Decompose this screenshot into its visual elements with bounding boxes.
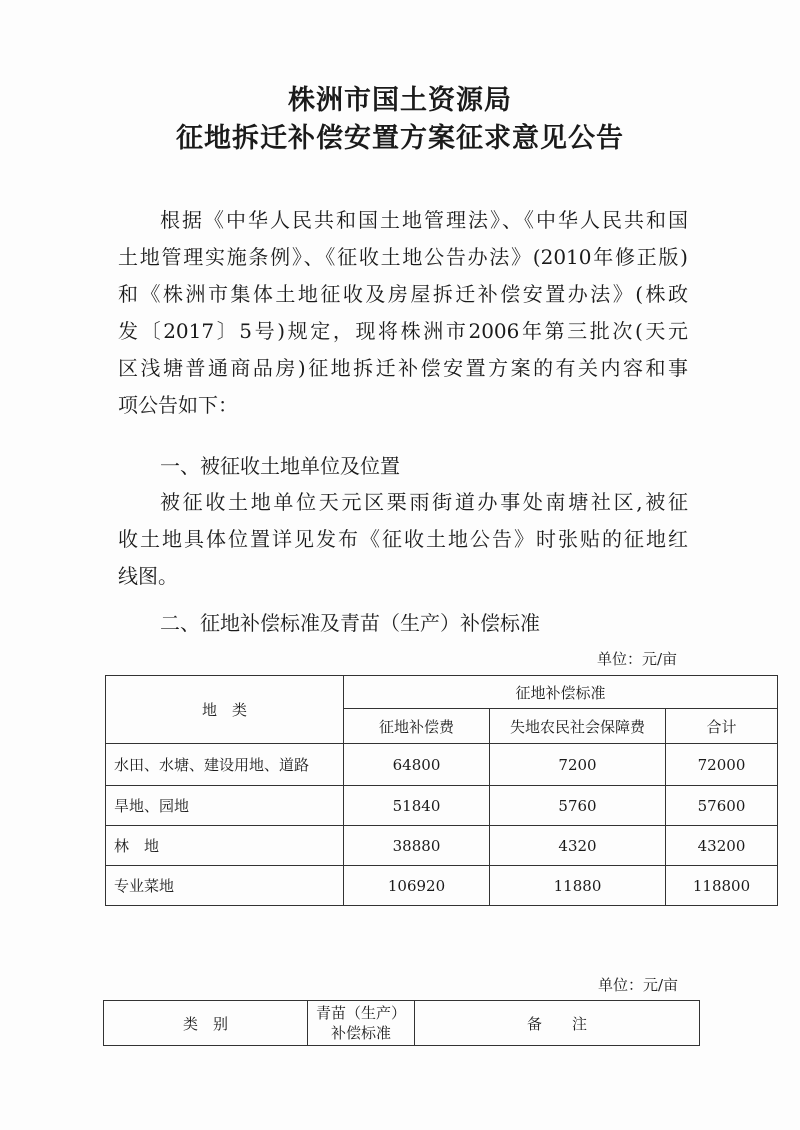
header-col: 征地补偿费	[344, 709, 490, 744]
title-line-1: 株洲市国土资源局	[288, 85, 512, 116]
table-row	[106, 744, 778, 786]
paragraph-line: 区浅塘普通商品房)征地拆迁补偿安置方案的有关内容和事	[118, 356, 688, 380]
land-type-cell: 旱地、园地	[106, 786, 344, 826]
paragraph-line: 被征收土地单位天元区栗雨街道办事处南塘社区,被征	[160, 490, 688, 514]
header-remarks: 备 注	[415, 1001, 700, 1046]
header-col: 失地农民社会保障费	[490, 709, 666, 744]
header-col: 合计	[666, 709, 778, 744]
compensation-table	[105, 675, 778, 906]
land-type-cell: 水田、水塘、建设用地、道路	[106, 744, 344, 786]
header-land-type: 地 类	[106, 676, 344, 744]
table-row	[106, 826, 778, 866]
value-cell: 57600	[666, 786, 778, 826]
header-crop-line-2: 补偿标准	[330, 1024, 391, 1042]
header-crop-standard	[308, 1001, 415, 1046]
value-cell: 51840	[344, 786, 490, 826]
section-heading-2: 二、征地补偿标准及青苗（生产）补偿标准	[160, 611, 540, 635]
value-cell: 64800	[344, 744, 490, 786]
value-cell: 43200	[666, 826, 778, 866]
value-cell: 38880	[344, 826, 490, 866]
header-group: 征地补偿标准	[344, 676, 778, 709]
value-cell: 72000	[666, 744, 778, 786]
value-cell: 4320	[490, 826, 666, 866]
table-row	[106, 866, 778, 906]
paragraph-line: 发〔2017〕5号)规定，现将株洲市2006年第三批次(天元	[118, 319, 688, 343]
table1-unit: 单位：元/亩	[597, 650, 678, 668]
paragraph-line: 土地管理实施条例》、《征收土地公告办法》(2010年修正版)	[118, 245, 688, 269]
paragraph-line: 线图。	[118, 564, 178, 588]
paragraph-line: 和《株洲市集体土地征收及房屋拆迁补偿安置办法》(株政	[118, 282, 688, 306]
land-type-cell: 林 地	[106, 826, 344, 866]
value-cell: 11880	[490, 866, 666, 906]
paragraph-line: 根据《中华人民共和国土地管理法》、《中华人民共和国	[160, 208, 688, 232]
paragraph-line: 收土地具体位置详见发布《征收土地公告》时张贴的征地红	[118, 527, 688, 551]
header-crop-line-1: 青苗（生产）	[315, 1004, 406, 1022]
land-type-cell: 专业菜地	[106, 866, 344, 906]
section-heading-1: 一、被征收土地单位及位置	[160, 454, 400, 478]
title-line-2: 征地拆迁补偿安置方案征求意见公告	[176, 123, 624, 154]
table-row	[106, 786, 778, 826]
crop-compensation-table	[103, 1000, 700, 1046]
value-cell: 5760	[490, 786, 666, 826]
paragraph-line: 项公告如下：	[118, 393, 238, 417]
value-cell: 7200	[490, 744, 666, 786]
value-cell: 106920	[344, 866, 490, 906]
value-cell: 118800	[666, 866, 778, 906]
table2-unit: 单位：元/亩	[598, 976, 679, 994]
header-category: 类 别	[104, 1001, 308, 1046]
